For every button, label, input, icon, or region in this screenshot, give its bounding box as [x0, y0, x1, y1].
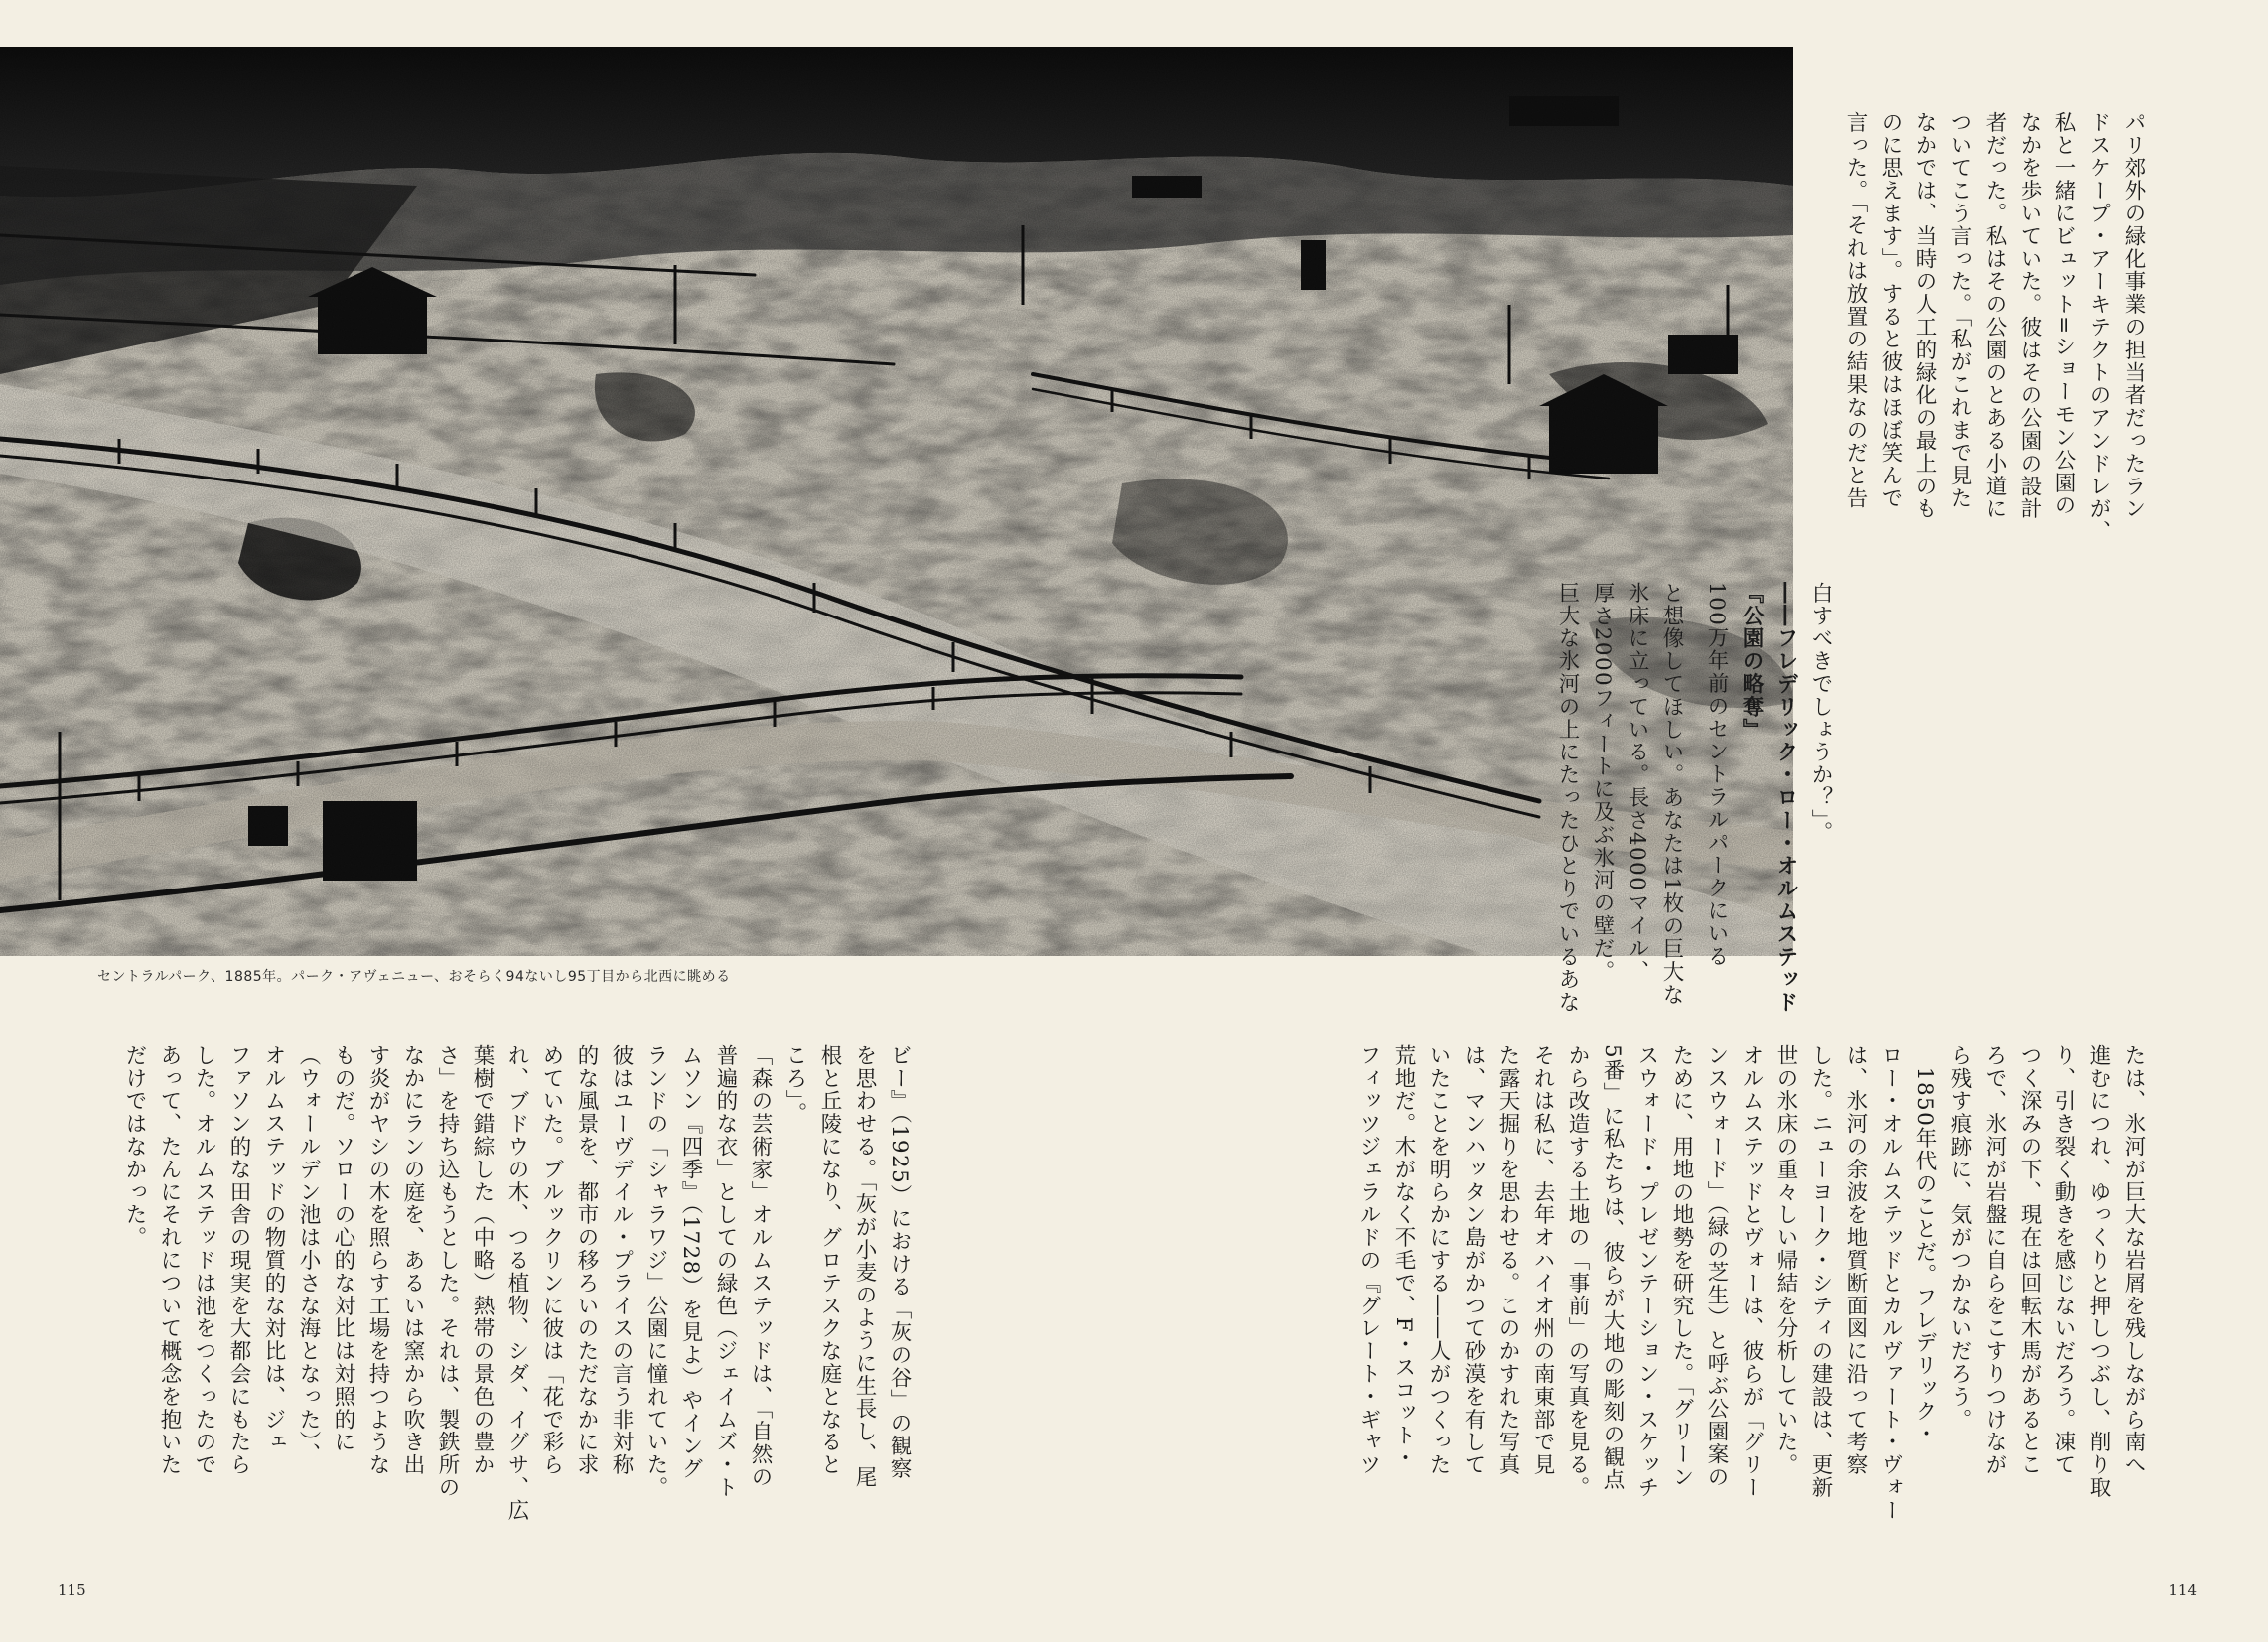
- text-line: 荒地だ。木がなく不毛で、F・スコット・: [1391, 1044, 1416, 1470]
- text-line: つく深みの下、現在は回転木馬があるとこ: [2017, 1044, 2042, 1477]
- text-line: のに思えます」。すると彼はほぼ笑んで: [1878, 111, 1903, 510]
- page-number-left: 115: [58, 1581, 86, 1599]
- text-line: いたことを明らかにする――人がつくった: [1426, 1044, 1451, 1477]
- text-line: と想像してほしい。あなたは1枚の巨大な: [1659, 582, 1684, 1007]
- text-line: それは私に、去年オハイオ州の南東部で見: [1530, 1044, 1555, 1477]
- central-park-photo-image: [0, 47, 1793, 956]
- text-line: から改造する土地の「事前」の写真を見る。: [1565, 1044, 1590, 1499]
- text-line: （ウォールデン池は小さな海となった）、: [296, 1044, 321, 1466]
- text-line: ムソン『四季』（1728）を見よ）やイング: [678, 1044, 703, 1480]
- text-line: オルムステッドとヴォーは、彼らが「グリー: [1739, 1044, 1764, 1499]
- text-line: ンスウォード」（緑の芝生）と呼ぶ公園案の: [1704, 1044, 1729, 1489]
- text-line: 彼はユーヴデイル・プライスの言う非対称: [609, 1044, 634, 1477]
- text-line: 的な風景を、都市の移ろいのただなかに求: [574, 1044, 599, 1477]
- quote-attribution: ――フレデリック・ロー・オルムステッド: [1773, 582, 1798, 1015]
- text-line: なかにランの庭を、あるいは窯から吹き出: [400, 1044, 425, 1477]
- text-line: り、引き裂く動きを感じないだろう。凍て: [2052, 1044, 2076, 1477]
- bottom-left-text-block: [117, 1044, 917, 1522]
- text-line: 5番」に私たちは、彼らが大地の彫刻の観点: [1600, 1044, 1625, 1492]
- text-line: ドスケープ・アーキテクトのアンドレが、: [2086, 111, 2111, 544]
- text-line: 巨大な氷河の上にたったひとりでいるあな: [1555, 582, 1580, 1015]
- text-line: 言った。「それは放置の結果なのだと告: [1843, 111, 1868, 510]
- text-line: ころ」。: [782, 1044, 807, 1125]
- text-line: 私と一緒にビュット=ショーモン公園の: [2052, 111, 2076, 517]
- text-line: たは、氷河が巨大な岩屑を残しながら南へ: [2121, 1044, 2146, 1477]
- page-number-right: 114: [2168, 1581, 2197, 1599]
- text-line: あって、たんにそれについて概念を抱いた: [157, 1044, 182, 1477]
- text-line: 1850年代のことだ。フレデリック・: [1913, 1044, 1937, 1445]
- text-line: 厚さ2000フィートに及ぶ氷河の壁だ。: [1590, 582, 1615, 983]
- text-line: スウォード・プレゼンテーション・スケッチ: [1634, 1044, 1659, 1499]
- text-line: した。ニューヨーク・シティの建設は、更新: [1808, 1044, 1833, 1499]
- text-line: 普遍的な衣」としての緑色（ジェイムズ・ト: [713, 1044, 738, 1499]
- top-right-text-block: [1838, 111, 2151, 543]
- text-line: た露天掘りを思わせる。このかすれた写真: [1495, 1044, 1520, 1477]
- text-line: ろで、氷河が岩盤に自らをこすりつけなが: [1982, 1044, 2007, 1477]
- text-line: オルムステッドの物質的な対比は、ジェ: [261, 1044, 286, 1454]
- text-line: 氷床に立っている。長さ4000マイル、: [1625, 582, 1649, 983]
- text-line: さ」を持ち込もうとした。それは、製鉄所の: [435, 1044, 460, 1499]
- text-line: ものだ。ソローの心的な対比は対照的に: [331, 1044, 355, 1454]
- text-line: ビー』（1925）における「灰の谷」の観察: [887, 1044, 912, 1480]
- text-line: ついてこう言った。「私がこれまで見た: [1947, 111, 1972, 510]
- text-line: は、氷河の余波を地質断面図に沿って考察: [1843, 1044, 1868, 1477]
- text-line: 世の氷床の重々しい帰結を分析していた。: [1773, 1044, 1798, 1477]
- text-line: を思わせる。「灰が小麦のように生長し、尾: [852, 1044, 877, 1489]
- text-line: 白すべきでしょうか？」。: [1808, 582, 1833, 845]
- text-line: す炎がヤシの木を照らす工場を持つような: [365, 1044, 390, 1477]
- text-line: ランドの「シャラワジ」公園に憧れていた。: [643, 1044, 668, 1499]
- text-line: ファソン的な田舎の現実を大都会にもたら: [226, 1044, 251, 1477]
- text-line: なかでは、当時の人工的緑化の最上のも: [1913, 111, 1937, 521]
- photo-caption: セントラルパーク、1885年。パーク・アヴェニュー、おそらく94ないし95丁目から北西に眺める: [97, 969, 731, 985]
- quote-and-intro-block: [1550, 582, 2151, 1014]
- bottom-right-text-block: [1351, 1044, 2151, 1522]
- text-line: ロー・オルムステッドとカルヴァート・ヴォー: [1878, 1044, 1903, 1522]
- text-line: 者だった。私はその公園のとある小道に: [1982, 111, 2007, 521]
- text-line: 進むにつれ、ゆっくりと押しつぶし、削り取: [2086, 1044, 2111, 1499]
- text-line: ために、用地の地勢を研究した。「グリーン: [1669, 1044, 1694, 1489]
- text-line: した。オルムステッドは池をつくったので: [192, 1044, 216, 1477]
- text-line: 葉樹で錯綜した（中略）熱帯の景色の豊か: [470, 1044, 495, 1477]
- text-line: パリ郊外の緑化事業の担当者だったラン: [2121, 111, 2146, 521]
- text-line: 100万年前のセントラルパークにいる: [1704, 582, 1729, 968]
- text-line: ら残す痕跡に、気がつかないだろう。: [1947, 1044, 1972, 1432]
- text-line: 根と丘陵になり、グロテスクな庭となると: [817, 1044, 842, 1477]
- text-line: なかを歩いていた。彼はその公園の設計: [2017, 111, 2042, 521]
- text-line: だけではなかった。: [122, 1044, 147, 1250]
- central-park-photo: [0, 47, 1793, 956]
- text-line: は、マンハッタン島がかつて砂漠を有して: [1461, 1044, 1486, 1477]
- text-line: フィッツジェラルドの『グレート・ギャツ: [1356, 1044, 1381, 1477]
- text-line: れ、ブドウの木、つる植物、シダ、イグサ、広: [504, 1044, 529, 1522]
- text-line: 「森の芸術家」オルムステッドは、「自然の: [748, 1044, 773, 1489]
- text-line: めていた。ブルックリンに彼は「花で彩ら: [539, 1044, 564, 1477]
- quote-source: 『公園の略奪』: [1739, 582, 1764, 742]
